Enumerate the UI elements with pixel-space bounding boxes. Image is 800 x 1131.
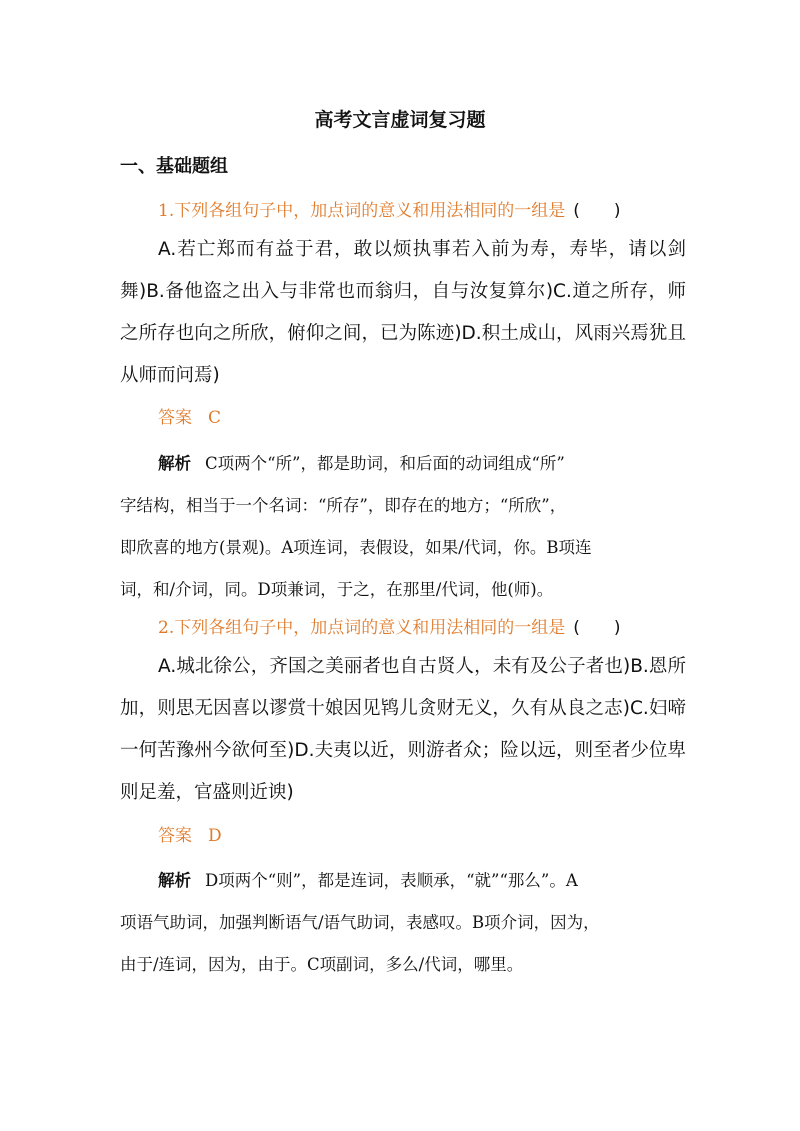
question-2-text: 2.下列各组句子中，加点词的意义和用法相同的一组是 (158, 618, 566, 638)
analysis-1 (120, 443, 686, 611)
analysis-2-line: 由于/连词，因为，由于。C项副词，多么/代词，哪里。 (120, 955, 524, 974)
question-2-options: A.城北徐公，齐国之美丽者也自古贤人，未有及公子者也)B.恩所加，则思无因喜以谬赏十娘因见鸨儿贪财无义，久有从良之志)C.妇啼一何苦豫州今欲何至)D.夫夷以近，则游者众；险以远，则至者少位卑则足羞，官盛则近谀) (120, 656, 686, 803)
analysis-2-line: 解析 D项两个“则”，都是连词，表顺承，“就”“那么”。A (158, 871, 578, 890)
answer-1-value: C (208, 408, 222, 428)
analysis-1-label: 解析 (158, 454, 191, 473)
question-2 (158, 613, 620, 643)
question-1-paren: ( ) (573, 201, 621, 221)
document-title: 高考文言虚词复习题 (314, 109, 486, 131)
analysis-2 (120, 860, 686, 986)
question-1 (158, 196, 620, 226)
answer-2 (158, 821, 222, 851)
analysis-1-line: 即欣喜的地方(景观)。A项连词，表假设，如果/代词，你。B项连 (120, 538, 592, 557)
answer-1-label: 答案 (158, 408, 192, 428)
answer-2-label: 答案 (158, 826, 192, 846)
answer-1 (158, 403, 221, 433)
question-1-options: A.若亡郑而有益于君，敢以烦执事若入前为寿，寿毕，请以剑舞)B.备他盗之出入与非常也而翁归，自与汝复算尔)C.道之所存，师之所存也向之所欣，俯仰之间，已为陈迹)D.积土成山，风雨兴焉犹且从师而问焉) (120, 239, 686, 386)
analysis-1-line: 字结构，相当于一个名词：“所存”，即存在的地方；“所欣”， (120, 496, 567, 515)
analysis-1-line: 词，和/介词，同。D项兼词，于之，在那里/代词，他(师)。 (120, 580, 554, 599)
answer-2-value: D (208, 826, 222, 846)
question-2-paren: ( ) (573, 618, 621, 638)
analysis-2-line: 项语气助词，加强判断语气/语气助词，表感叹。B项介词，因为， (120, 913, 600, 932)
analysis-2-label: 解析 (158, 871, 191, 890)
question-1-text: 1.下列各组句子中，加点词的意义和用法相同的一组是 (158, 201, 566, 221)
analysis-1-line: 解析 C项两个“所”，都是助词，和后面的动词组成“所” (158, 454, 565, 473)
section-heading: 一、基础题组 (120, 156, 228, 177)
